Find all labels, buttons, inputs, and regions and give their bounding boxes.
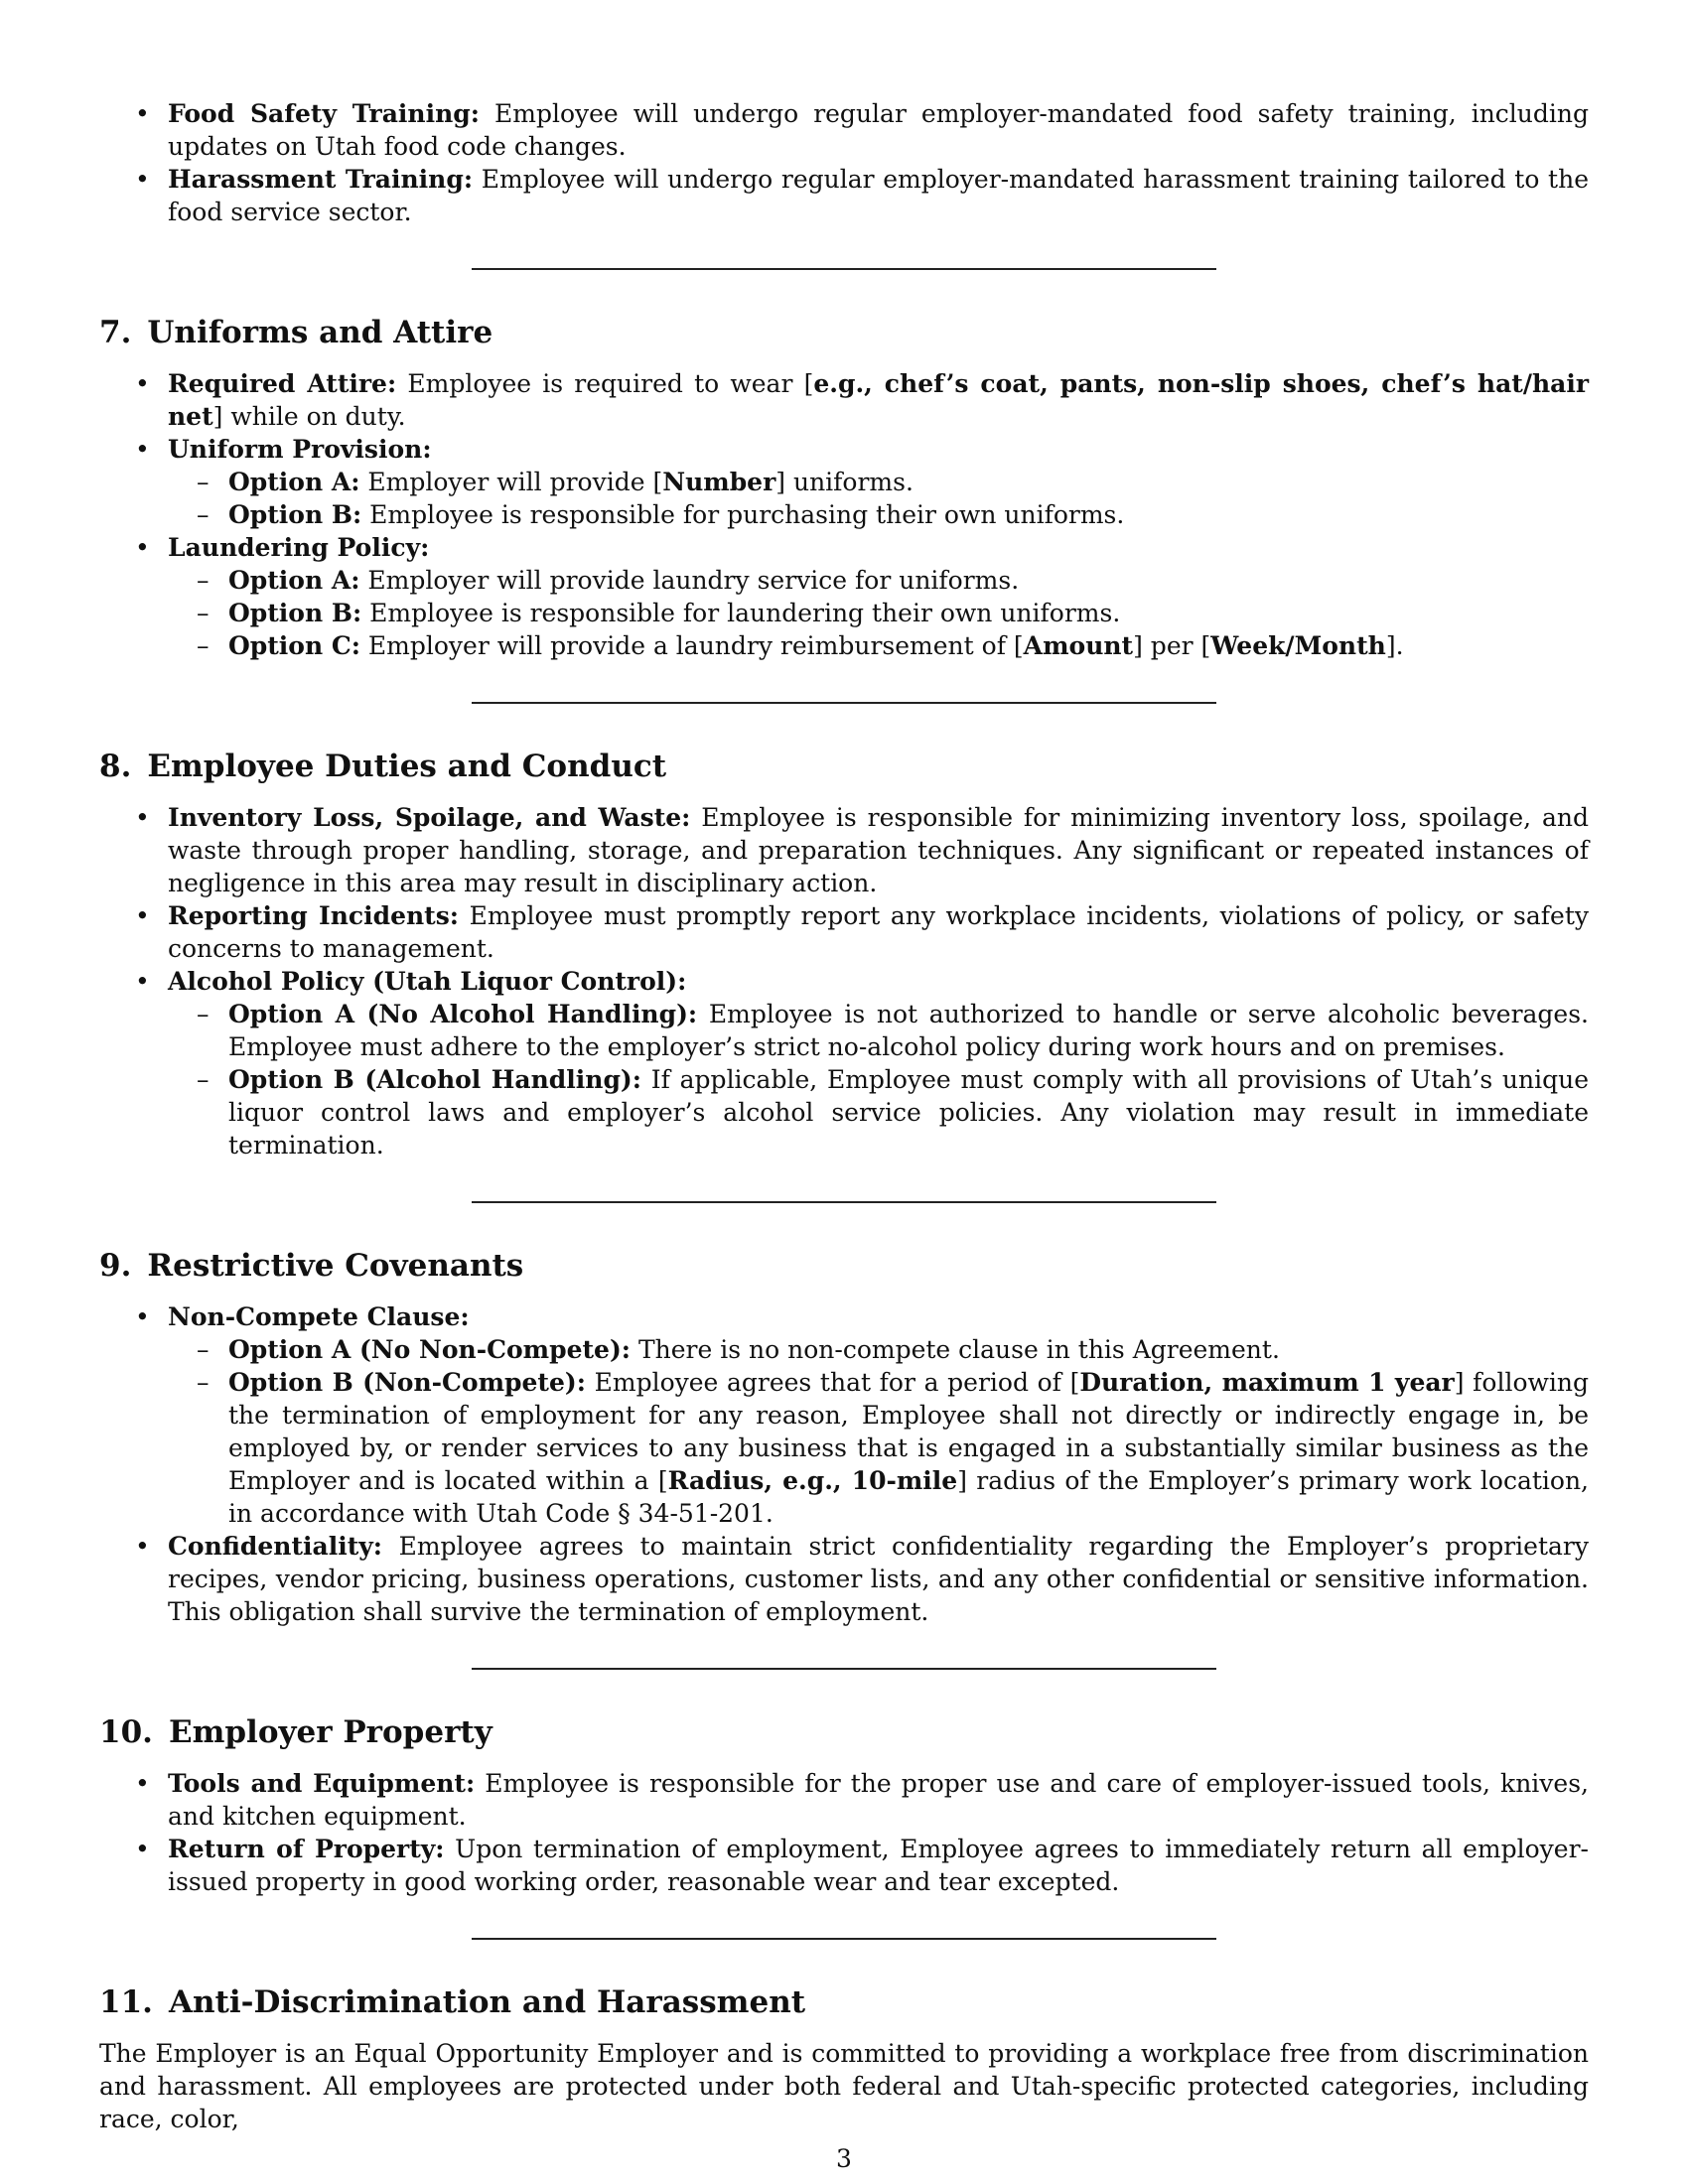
section-heading <box>99 314 1589 351</box>
option-label: Option B (Non-Compete): <box>228 1368 586 1397</box>
section-divider <box>472 1938 1216 1940</box>
item-label: Inventory Loss, Spoilage, and Waste: <box>168 803 691 832</box>
sub-list <box>168 1333 1589 1530</box>
sub-list-item <box>168 1333 1589 1366</box>
section-title: Restrictive Covenants <box>147 1248 524 1284</box>
option-text: There is no non-compete clause in this Agreement. <box>631 1335 1280 1364</box>
option-text: Employer will provide laundry service for uniforms. <box>359 566 1020 595</box>
option-label: Option A (No Non-Compete): <box>228 1335 632 1364</box>
section-number: 11. <box>99 1984 153 2020</box>
placeholder-text: Week/Month <box>1210 631 1386 660</box>
option-text: Employee agrees that for a period of [ <box>585 1368 1080 1397</box>
item-label: Harassment Training: <box>168 165 474 194</box>
option-text: ]. <box>1385 631 1404 660</box>
sub-list-item <box>168 564 1589 597</box>
placeholder-text: e.g., chef’s coat, pants, non-slip shoes, chef’s hat/hair net <box>168 369 1589 431</box>
section-divider <box>472 1668 1216 1670</box>
item-label: Laundering Policy: <box>168 533 430 562</box>
list-item <box>99 433 1589 531</box>
section-number: 8. <box>99 749 132 784</box>
item-label: Required Attire: <box>168 369 397 398</box>
sub-list-item <box>168 466 1589 498</box>
covenants-list <box>99 1300 1589 1628</box>
item-label: Uniform Provision: <box>168 435 432 464</box>
option-label: Option B (Alcohol Handling): <box>228 1065 641 1094</box>
item-label: Reporting Incidents: <box>168 901 460 930</box>
uniforms-list <box>99 367 1589 662</box>
option-text: ] per [ <box>1133 631 1211 660</box>
sub-list-item <box>168 1063 1589 1161</box>
option-text: ] radius of the Employer’s primary work location, in accordance with Utah Code § 34-51-201. <box>228 1466 1589 1528</box>
list-item <box>99 531 1589 662</box>
list-item <box>99 1300 1589 1530</box>
section-heading <box>99 1983 1589 2021</box>
option-text: Employer will provide a laundry reimbursement of [ <box>359 631 1024 660</box>
item-label: Non-Compete Clause: <box>168 1302 470 1331</box>
section-heading <box>99 1247 1589 1285</box>
item-label: Return of Property: <box>168 1835 445 1863</box>
option-label: Option A (No Alcohol Handling): <box>228 1000 698 1028</box>
item-text: Employee must promptly report any workplace incidents, violations of policy, or safety concerns to management. <box>168 901 1590 963</box>
item-text: Employee is responsible for minimizing inventory loss, spoilage, and waste through proper handling, storage, and preparation techniques. Any significant or repeated instances of negligence in this area may result in disciplinary action. <box>168 803 1589 897</box>
list-item <box>99 1767 1589 1833</box>
list-item <box>99 965 1589 1161</box>
training-list <box>99 97 1589 228</box>
option-label: Option B: <box>228 599 362 627</box>
option-label: Option A: <box>228 566 360 595</box>
option-text: Employee is responsible for purchasing their own uniforms. <box>361 500 1125 529</box>
item-text: Employee will undergo regular employer-mandated food safety training, including updates on Utah food code changes. <box>168 99 1589 161</box>
section-heading <box>99 1713 1589 1751</box>
section-divider <box>472 1201 1216 1203</box>
option-label: Option A: <box>228 468 360 496</box>
placeholder-text: Amount <box>1023 631 1134 660</box>
sub-list-item <box>168 998 1589 1063</box>
section-title: Uniforms and Attire <box>147 315 493 350</box>
option-text: ] uniforms. <box>775 468 914 496</box>
section-number: 10. <box>99 1714 153 1750</box>
option-text: If applicable, Employee must comply with all provisions of Utah’s unique liquor control laws and employer’s alcohol service policies. Any violation may result in immediate termination. <box>228 1065 1590 1160</box>
placeholder-text: Radius, e.g., 10-mile <box>667 1466 958 1495</box>
section-paragraph: The Employer is an Equal Opportunity Employer and is committed to providing a workplace free from discrimination and harassment. All employees are protected under both federal and Utah-specific protected categories, including race, color, <box>99 2039 1589 2133</box>
item-text: Employee will undergo regular employer-mandated harassment training tailored to the food service sector. <box>168 165 1589 226</box>
option-text: ] following the termination of employment for any reason, Employee shall not directly or indirectly engage in, be employed by, or render services to any business that is engaged in a substantially similar business as the Employer and is located within a [ <box>228 1368 1589 1495</box>
section-heading <box>99 748 1589 785</box>
list-item <box>99 1833 1589 1898</box>
option-text: Employee is responsible for laundering their own uniforms. <box>361 599 1121 627</box>
item-text: Employee is required to wear [ <box>396 369 814 398</box>
option-text: Employee is not authorized to handle or serve alcoholic beverages. Employee must adhere to the employer’s strict no-alcohol policy during work hours and on premises. <box>228 1000 1589 1061</box>
sub-list-item <box>168 629 1589 662</box>
option-label: Option C: <box>228 631 360 660</box>
list-item <box>99 899 1589 965</box>
section-number: 9. <box>99 1248 132 1284</box>
item-text: Employee agrees to maintain strict confidentiality regarding the Employer’s proprietary recipes, vendor pricing, business operations, customer lists, and any other confidential or sensitive information. This obligation shall survive the termination of employment. <box>168 1532 1589 1626</box>
section-divider <box>472 702 1216 704</box>
page-number: 3 <box>836 2144 852 2173</box>
list-item <box>99 801 1589 899</box>
option-text: Employer will provide [ <box>359 468 663 496</box>
duties-list <box>99 801 1589 1161</box>
item-label: Tools and Equipment: <box>168 1769 476 1798</box>
section-title: Employer Property <box>168 1714 492 1750</box>
sub-list <box>168 466 1589 531</box>
sub-list <box>168 998 1589 1161</box>
item-text: Employee is responsible for the proper use and care of employer-issued tools, knives, and kitchen equipment. <box>168 1769 1589 1831</box>
placeholder-text: Duration, maximum 1 year <box>1079 1368 1455 1397</box>
section-title: Anti-Discrimination and Harassment <box>168 1984 806 2020</box>
list-item <box>99 97 1589 163</box>
item-text: Upon termination of employment, Employee agrees to immediately return all employer-issued property in good working order, reasonable wear and tear excepted. <box>168 1835 1589 1896</box>
section-number: 7. <box>99 315 132 350</box>
sub-list-item <box>168 1366 1589 1530</box>
sub-list <box>168 564 1589 662</box>
option-label: Option B: <box>228 500 362 529</box>
document-page <box>99 97 1589 2135</box>
placeholder-text: Number <box>662 468 776 496</box>
item-label: Alcohol Policy (Utah Liquor Control): <box>168 967 687 996</box>
list-item <box>99 163 1589 228</box>
item-label: Confidentiality: <box>168 1532 383 1561</box>
item-text: ] while on duty. <box>212 402 406 431</box>
sub-list-item <box>168 597 1589 629</box>
property-list <box>99 1767 1589 1898</box>
list-item <box>99 367 1589 433</box>
list-item <box>99 1530 1589 1628</box>
section-title: Employee Duties and Conduct <box>147 749 667 784</box>
section-divider <box>472 268 1216 270</box>
item-label: Food Safety Training: <box>168 99 480 128</box>
sub-list-item <box>168 498 1589 531</box>
